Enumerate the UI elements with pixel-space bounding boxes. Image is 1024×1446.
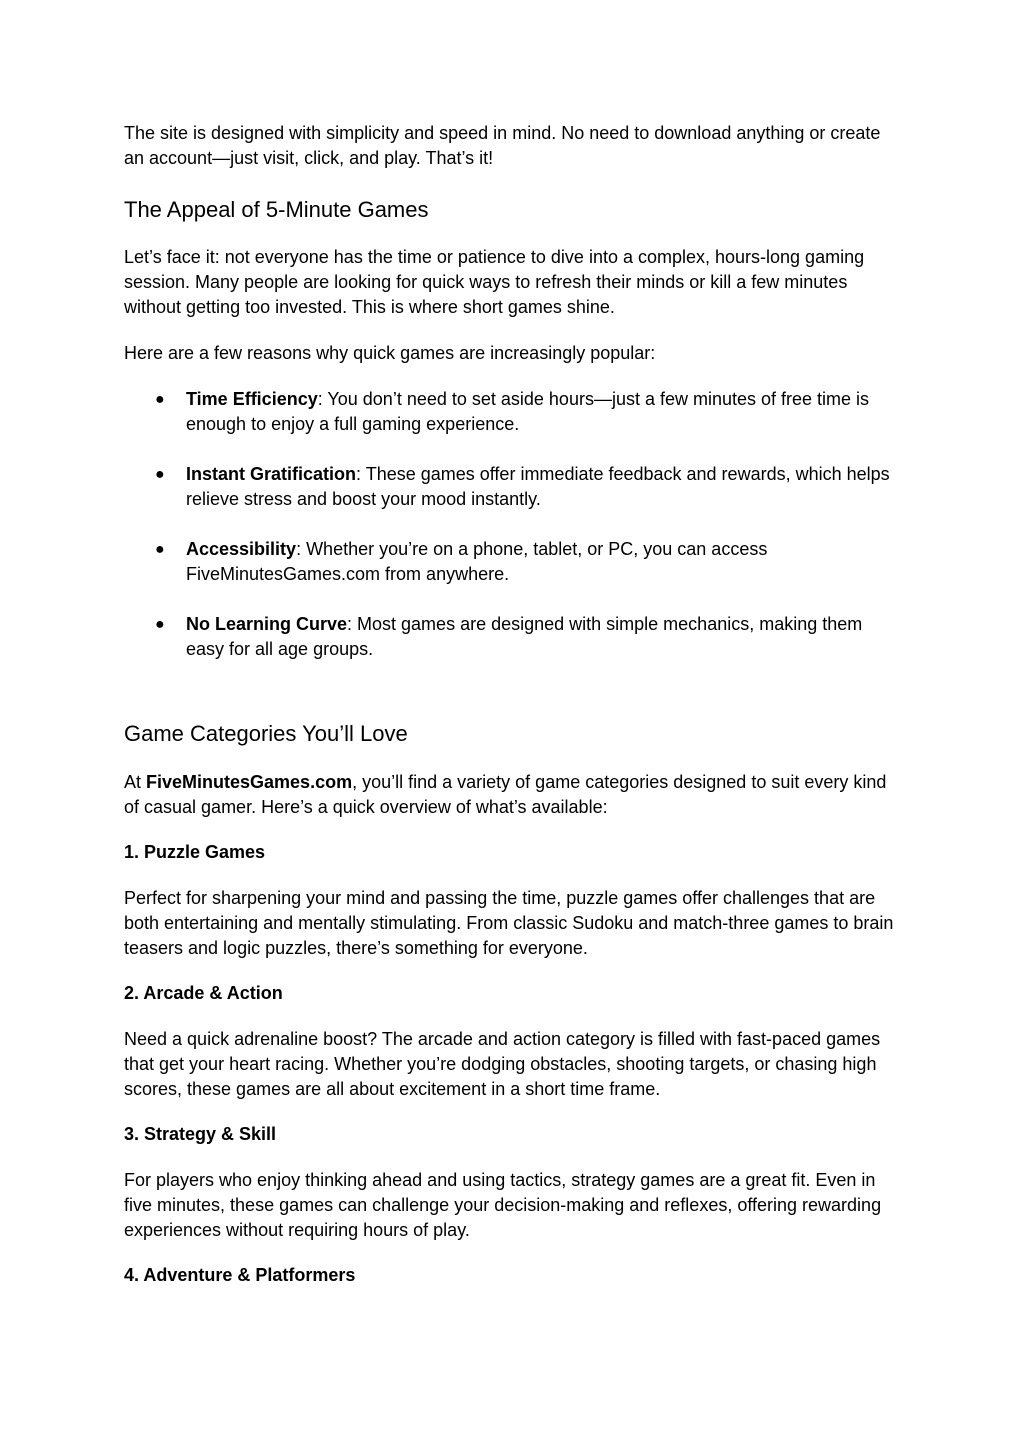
bullet-icon: ● [155, 616, 165, 633]
category-title: 1. Puzzle Games [124, 842, 266, 862]
category-text: Perfect for sharpening your mind and passing the time, puzzle games offer challenges that are both entertaining and mentally stimulating. From classic Sudoku and match-three games to brain teasers and logic puzzles, there’s something for everyone. [124, 888, 894, 958]
reason-term: Time Efficiency [186, 389, 318, 409]
intro-paragraph: The site is designed with simplicity and speed in mind. No need to download anything or create an account—just visit, click, and play. That’s it! [124, 123, 881, 168]
reason-text: : You don’t need to set aside hours—just a few minutes of free time is enough to enjoy a full gaming experience. [186, 389, 870, 434]
category-text: For players who enjoy thinking ahead and using tactics, strategy games are a great fit. Even in five minutes, these games can challenge your decision-making and reflexes, offering rewarding experiences without requiring hours of play. [124, 1170, 882, 1240]
appeal-paragraph: Let’s face it: not everyone has the time or patience to dive into a complex, hours-long gaming session. Many people are looking for quick ways to refresh their minds or kill a few minutes without getting too invested. This is where short games shine. [124, 247, 865, 317]
reason-term: No Learning Curve [186, 614, 348, 634]
reason-text: : These games offer immediate feedback and rewards, which helps relieve stress and boost your mood instantly. [186, 464, 890, 509]
reason-text: : Most games are designed with simple mechanics, making them easy for all age groups. [186, 614, 863, 659]
list-item [124, 612, 900, 662]
list-item [124, 387, 900, 437]
bullet-icon: ● [155, 391, 165, 408]
bullet-icon: ● [155, 466, 165, 483]
document-page [124, 121, 900, 1288]
appeal-heading: The Appeal of 5-Minute Games [124, 197, 429, 222]
categories-intro-prefix: At [124, 772, 147, 792]
list-item [124, 462, 900, 512]
reasons-list [124, 387, 900, 662]
reason-text: : Whether you’re on a phone, tablet, or PC, you can access FiveMinutesGames.com from anywhere. [186, 539, 768, 584]
category-title: 2. Arcade & Action [124, 983, 283, 1003]
reason-term: Accessibility [186, 539, 297, 559]
bullet-icon: ● [155, 541, 165, 558]
reason-term: Instant Gratification [186, 464, 357, 484]
categories-intro-suffix: , you’ll find a variety of game categories designed to suit every kind of casual gamer. Here’s a quick overview of what’s available: [124, 772, 887, 817]
category-title: 4. Adventure & Platformers [124, 1265, 356, 1285]
categories-heading: Game Categories You’ll Love [124, 721, 408, 746]
categories-intro [124, 770, 900, 820]
list-item [124, 537, 900, 587]
site-name: FiveMinutesGames.com [146, 772, 353, 792]
category-title: 3. Strategy & Skill [124, 1124, 277, 1144]
category-text: Need a quick adrenaline boost? The arcade and action category is filled with fast-paced games that get your heart racing. Whether you’re dodging obstacles, shooting targets, or chasing high scores, these games are all about excitement in a short time frame. [124, 1029, 881, 1099]
reasons-lead: Here are a few reasons why quick games are increasingly popular: [124, 343, 656, 363]
